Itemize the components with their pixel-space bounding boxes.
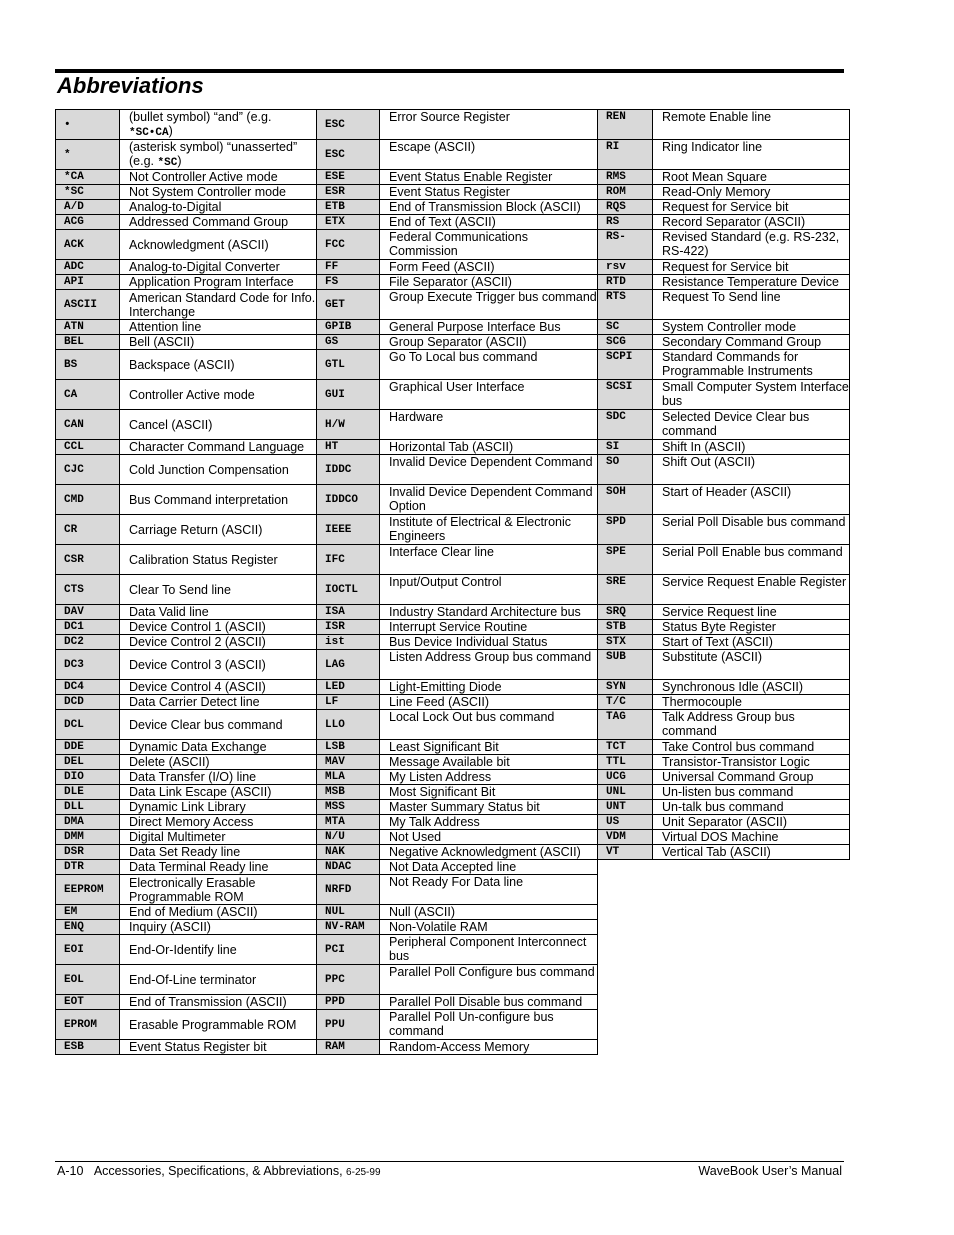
abbr-description: Application Program Interface: [119, 274, 317, 290]
abbr-code: GTL: [316, 349, 380, 380]
abbr-description: Cold Junction Compensation: [119, 454, 317, 485]
abbr-description: Data Set Ready line: [119, 844, 317, 860]
abbr-description: Peripheral Component Interconnect bus: [379, 934, 598, 965]
abbr-code: GS: [316, 334, 380, 350]
abbr-description: Event Status Register: [379, 184, 598, 200]
abbr-description: My Listen Address: [379, 769, 598, 785]
abbr-code: ACG: [55, 214, 120, 230]
abbr-code: US: [597, 814, 653, 830]
abbr-code: GPIB: [316, 319, 380, 335]
abbr-code: DC4: [55, 679, 120, 695]
abbr-description: Talk Address Group bus command: [652, 709, 850, 740]
abbr-description: Universal Command Group: [652, 769, 850, 785]
abbr-code: NV-RAM: [316, 919, 380, 935]
abbr-description: Event Status Enable Register: [379, 169, 598, 185]
abbr-code: CR: [55, 514, 120, 545]
abbr-description: Parallel Poll Configure bus command: [379, 964, 598, 995]
abbr-description: Data Transfer (I/O) line: [119, 769, 317, 785]
footer-date: 6-25-99: [346, 1167, 381, 1178]
abbr-description: Ring Indicator line: [652, 139, 850, 170]
abbr-code: MTA: [316, 814, 380, 830]
abbr-code: RS-: [597, 229, 653, 260]
abbr-code: SCSI: [597, 379, 653, 410]
abbr-description: Not Data Accepted line: [379, 859, 598, 875]
page-title: Abbreviations: [57, 73, 204, 98]
abbr-description: Group Separator (ASCII): [379, 334, 598, 350]
abbr-description: Attention line: [119, 319, 317, 335]
abbr-code: DCD: [55, 694, 120, 710]
abbr-description: Request for Service bit: [652, 259, 850, 275]
abbr-description: System Controller mode: [652, 319, 850, 335]
abbr-description: Device Control 1 (ASCII): [119, 619, 317, 635]
abbr-description: Null (ASCII): [379, 904, 598, 920]
abbr-description: Error Source Register: [379, 109, 598, 140]
abbr-description: Direct Memory Access: [119, 814, 317, 830]
abbr-code: BEL: [55, 334, 120, 350]
abbr-description: Data Valid line: [119, 604, 317, 620]
abbr-description: Service Request line: [652, 604, 850, 620]
abbr-code: IDDCO: [316, 484, 380, 515]
abbr-description: Revised Standard (e.g. RS-232, RS-422): [652, 229, 850, 260]
abbr-description: Interrupt Service Routine: [379, 619, 598, 635]
abbr-code: H/W: [316, 409, 380, 440]
abbr-code: PPU: [316, 1009, 380, 1040]
abbr-description: Event Status Register bit: [119, 1039, 317, 1055]
abbr-code: *: [55, 139, 120, 170]
abbr-description: Most Significant Bit: [379, 784, 598, 800]
abbr-description: Device Control 2 (ASCII): [119, 634, 317, 650]
abbr-code: IDDC: [316, 454, 380, 485]
abbr-description: Thermocouple: [652, 694, 850, 710]
abbr-code: NAK: [316, 844, 380, 860]
abbr-code: FCC: [316, 229, 380, 260]
abbr-code: DLE: [55, 784, 120, 800]
abbr-description: Interface Clear line: [379, 544, 598, 575]
abbr-description: General Purpose Interface Bus: [379, 319, 598, 335]
abbr-code: SPD: [597, 514, 653, 545]
abbr-description: Listen Address Group bus command: [379, 649, 598, 680]
abbr-description: Substitute (ASCII): [652, 649, 850, 680]
abbr-description: Inquiry (ASCII): [119, 919, 317, 935]
abbr-code: CJC: [55, 454, 120, 485]
abbr-code: MLA: [316, 769, 380, 785]
abbr-description: Serial Poll Enable bus command: [652, 544, 850, 575]
abbr-code: LLO: [316, 709, 380, 740]
abbr-code: RS: [597, 214, 653, 230]
abbr-description: Graphical User Interface: [379, 379, 598, 410]
abbr-code: DDE: [55, 739, 120, 755]
abbr-description: Group Execute Trigger bus command: [379, 289, 598, 320]
abbr-description: Start of Text (ASCII): [652, 634, 850, 650]
abbr-description: Addressed Command Group: [119, 214, 317, 230]
abbr-code: UNT: [597, 799, 653, 815]
abbr-description: Input/Output Control: [379, 574, 598, 605]
abbr-code: API: [55, 274, 120, 290]
abbr-code: •: [55, 109, 120, 140]
abbr-description: Message Available bit: [379, 754, 598, 770]
abbr-description: (bullet symbol) “and” (e.g. *SC•CA): [119, 109, 317, 140]
abbr-description: Device Control 3 (ASCII): [119, 649, 317, 680]
abbr-code: STX: [597, 634, 653, 650]
abbr-code: *SC: [55, 184, 120, 200]
abbr-description: End of Text (ASCII): [379, 214, 598, 230]
abbr-description: Vertical Tab (ASCII): [652, 844, 850, 860]
abbr-code: DMM: [55, 829, 120, 845]
abbr-description: Start of Header (ASCII): [652, 484, 850, 515]
abbr-code: MSS: [316, 799, 380, 815]
abbr-code: TCT: [597, 739, 653, 755]
abbr-description: Horizontal Tab (ASCII): [379, 439, 598, 455]
abbr-description: Request for Service bit: [652, 199, 850, 215]
abbr-code: DC1: [55, 619, 120, 635]
abbr-description: Least Significant Bit: [379, 739, 598, 755]
abbr-code: RI: [597, 139, 653, 170]
abbr-code: LSB: [316, 739, 380, 755]
abbr-description: Hardware: [379, 409, 598, 440]
abbr-code: NRFD: [316, 874, 380, 905]
abbr-code: EOT: [55, 994, 120, 1010]
abbr-code: BS: [55, 349, 120, 380]
footer-left: [57, 1164, 381, 1178]
abbr-code: ESC: [316, 109, 380, 140]
abbr-code: NUL: [316, 904, 380, 920]
abbr-code: ASCII: [55, 289, 120, 320]
abbr-code: ESE: [316, 169, 380, 185]
abbr-description: End-Of-Line terminator: [119, 964, 317, 995]
abbr-code: ist: [316, 634, 380, 650]
abbr-code: DCL: [55, 709, 120, 740]
abbr-description: Negative Acknowledgment (ASCII): [379, 844, 598, 860]
abbr-code: DLL: [55, 799, 120, 815]
abbr-description: Root Mean Square: [652, 169, 850, 185]
abbr-code: CTS: [55, 574, 120, 605]
abbr-description: Status Byte Register: [652, 619, 850, 635]
abbr-description: Federal Communications Commission: [379, 229, 598, 260]
abbr-description: Clear To Send line: [119, 574, 317, 605]
abbr-code: EOI: [55, 934, 120, 965]
abbr-description: Go To Local bus command: [379, 349, 598, 380]
abbr-description: Cancel (ASCII): [119, 409, 317, 440]
abbr-description: Character Command Language: [119, 439, 317, 455]
abbr-description: Form Feed (ASCII): [379, 259, 598, 275]
abbr-description: Analog-to-Digital: [119, 199, 317, 215]
abbr-code: ESC: [316, 139, 380, 170]
abbr-description: End of Medium (ASCII): [119, 904, 317, 920]
abbr-description: Resistance Temperature Device: [652, 274, 850, 290]
abbr-description: Delete (ASCII): [119, 754, 317, 770]
abbr-code: SUB: [597, 649, 653, 680]
abbr-code: EOL: [55, 964, 120, 995]
abbr-description: Device Control 4 (ASCII): [119, 679, 317, 695]
abbr-description: Line Feed (ASCII): [379, 694, 598, 710]
abbr-code: SCG: [597, 334, 653, 350]
abbr-code: ENQ: [55, 919, 120, 935]
abbr-description: Bus Device Individual Status: [379, 634, 598, 650]
abbr-code: SOH: [597, 484, 653, 515]
abbr-code: PCI: [316, 934, 380, 965]
abbr-code: DIO: [55, 769, 120, 785]
abbr-description: Not System Controller mode: [119, 184, 317, 200]
abbr-code: DAV: [55, 604, 120, 620]
abbr-code: GUI: [316, 379, 380, 410]
abbr-code: *CA: [55, 169, 120, 185]
abbr-description: Controller Active mode: [119, 379, 317, 410]
abbr-code: TAG: [597, 709, 653, 740]
abbr-code: DC3: [55, 649, 120, 680]
abbr-code: N/U: [316, 829, 380, 845]
abbr-code: SRQ: [597, 604, 653, 620]
abbr-code: ROM: [597, 184, 653, 200]
abbr-code: SI: [597, 439, 653, 455]
abbr-code: CA: [55, 379, 120, 410]
abbr-code: SDC: [597, 409, 653, 440]
abbr-code: SC: [597, 319, 653, 335]
abbr-description: Not Ready For Data line: [379, 874, 598, 905]
abbr-description: Industry Standard Architecture bus: [379, 604, 598, 620]
abbr-code: SRE: [597, 574, 653, 605]
abbr-code: ISR: [316, 619, 380, 635]
abbr-description: Electronically Erasable Programmable ROM: [119, 874, 317, 905]
abbr-code: RTS: [597, 289, 653, 320]
abbr-description: Secondary Command Group: [652, 334, 850, 350]
abbr-code: LED: [316, 679, 380, 695]
abbr-code: T/C: [597, 694, 653, 710]
abbr-code: DEL: [55, 754, 120, 770]
abbr-description: Shift Out (ASCII): [652, 454, 850, 485]
abbr-code: NDAC: [316, 859, 380, 875]
abbr-code: VDM: [597, 829, 653, 845]
abbr-code: UNL: [597, 784, 653, 800]
footer-rule: [55, 1161, 844, 1162]
abbr-code: ATN: [55, 319, 120, 335]
abbr-code: CAN: [55, 409, 120, 440]
abbr-description: Analog-to-Digital Converter: [119, 259, 317, 275]
abbr-code: EM: [55, 904, 120, 920]
abbr-code: CSR: [55, 544, 120, 575]
abbr-description: Selected Device Clear bus command: [652, 409, 850, 440]
abbr-description: Virtual DOS Machine: [652, 829, 850, 845]
abbr-description: Record Separator (ASCII): [652, 214, 850, 230]
abbr-description: Data Link Escape (ASCII): [119, 784, 317, 800]
abbr-description: Non-Volatile RAM: [379, 919, 598, 935]
abbr-description: American Standard Code for Info. Interchange: [119, 289, 317, 320]
abbr-description: Un-talk bus command: [652, 799, 850, 815]
abbr-description: Request To Send line: [652, 289, 850, 320]
abbr-code: GET: [316, 289, 380, 320]
abbr-code: REN: [597, 109, 653, 140]
abbr-description: Erasable Programmable ROM: [119, 1009, 317, 1040]
abbr-description: Data Carrier Detect line: [119, 694, 317, 710]
abbr-code: DC2: [55, 634, 120, 650]
abbr-code: ESB: [55, 1039, 120, 1055]
abbr-code: RTD: [597, 274, 653, 290]
abbr-description: Parallel Poll Un-configure bus command: [379, 1009, 598, 1040]
abbr-code: FF: [316, 259, 380, 275]
abbr-description: File Separator (ASCII): [379, 274, 598, 290]
abbr-description: Unit Separator (ASCII): [652, 814, 850, 830]
abbr-code: TTL: [597, 754, 653, 770]
abbr-description: End of Transmission (ASCII): [119, 994, 317, 1010]
abbr-description: Invalid Device Dependent Command: [379, 454, 598, 485]
abbr-description: Service Request Enable Register: [652, 574, 850, 605]
abbr-code: CMD: [55, 484, 120, 515]
footer-manual: WaveBook User’s Manual: [698, 1164, 842, 1178]
abbr-description: Take Control bus command: [652, 739, 850, 755]
abbr-code: DSR: [55, 844, 120, 860]
abbr-description: Bell (ASCII): [119, 334, 317, 350]
abbr-code: RQS: [597, 199, 653, 215]
abbr-description: Parallel Poll Disable bus command: [379, 994, 598, 1010]
abbr-code: rsv: [597, 259, 653, 275]
abbr-description: Not Used: [379, 829, 598, 845]
abbr-description: My Talk Address: [379, 814, 598, 830]
abbr-code: SYN: [597, 679, 653, 695]
abbr-description: Standard Commands for Programmable Instruments: [652, 349, 850, 380]
abbr-description: Random-Access Memory: [379, 1039, 598, 1055]
abbr-description: Calibration Status Register: [119, 544, 317, 575]
abbr-code: ADC: [55, 259, 120, 275]
abbr-description: Carriage Return (ASCII): [119, 514, 317, 545]
footer-page: A-10: [57, 1164, 84, 1178]
abbr-code: IOCTL: [316, 574, 380, 605]
abbr-description: Not Controller Active mode: [119, 169, 317, 185]
abbr-description: Light-Emitting Diode: [379, 679, 598, 695]
abbr-description: Read-Only Memory: [652, 184, 850, 200]
abbr-code: ETX: [316, 214, 380, 230]
abbr-description: Dynamic Data Exchange: [119, 739, 317, 755]
abbr-description: Remote Enable line: [652, 109, 850, 140]
abbr-code: MSB: [316, 784, 380, 800]
abbr-description: Dynamic Link Library: [119, 799, 317, 815]
abbr-description: (asterisk symbol) “unasserted” (e.g. *SC): [119, 139, 317, 170]
abbr-description: Bus Command interpretation: [119, 484, 317, 515]
abbr-description: Escape (ASCII): [379, 139, 598, 170]
abbr-code: CCL: [55, 439, 120, 455]
abbr-code: DTR: [55, 859, 120, 875]
abbr-code: IEEE: [316, 514, 380, 545]
abbr-description: Un-listen bus command: [652, 784, 850, 800]
abbr-code: FS: [316, 274, 380, 290]
abbr-code: IFC: [316, 544, 380, 575]
abbr-description: Acknowledgment (ASCII): [119, 229, 317, 260]
abbr-code: ISA: [316, 604, 380, 620]
abbr-description: End-Or-Identify line: [119, 934, 317, 965]
abbr-description: Small Computer System Interface bus: [652, 379, 850, 410]
abbr-code: SO: [597, 454, 653, 485]
abbr-description: Local Lock Out bus command: [379, 709, 598, 740]
abbr-code: VT: [597, 844, 653, 860]
abbr-code: RMS: [597, 169, 653, 185]
abbr-description: Device Clear bus command: [119, 709, 317, 740]
footer-section: Accessories, Specifications, & Abbreviations,: [93, 1164, 343, 1178]
abbr-code: ACK: [55, 229, 120, 260]
abbr-code: UCG: [597, 769, 653, 785]
abbr-code: ESR: [316, 184, 380, 200]
abbr-code: PPD: [316, 994, 380, 1010]
abbr-description: Transistor-Transistor Logic: [652, 754, 850, 770]
abbr-description: Backspace (ASCII): [119, 349, 317, 380]
abbr-description: Institute of Electrical & Electronic Engineers: [379, 514, 598, 545]
abbr-code: SCPI: [597, 349, 653, 380]
abbr-code: MAV: [316, 754, 380, 770]
abbr-code: STB: [597, 619, 653, 635]
abbr-code: EPROM: [55, 1009, 120, 1040]
abbr-description: Master Summary Status bit: [379, 799, 598, 815]
abbr-description: Synchronous Idle (ASCII): [652, 679, 850, 695]
abbr-code: A/D: [55, 199, 120, 215]
abbr-code: LAG: [316, 649, 380, 680]
abbr-code: LF: [316, 694, 380, 710]
abbr-code: DMA: [55, 814, 120, 830]
abbr-description: Invalid Device Dependent Command Option: [379, 484, 598, 515]
abbr-code: PPC: [316, 964, 380, 995]
abbr-code: ETB: [316, 199, 380, 215]
abbr-description: Shift In (ASCII): [652, 439, 850, 455]
abbr-description: End of Transmission Block (ASCII): [379, 199, 598, 215]
abbr-description: Serial Poll Disable bus command: [652, 514, 850, 545]
abbr-code: EEPROM: [55, 874, 120, 905]
abbr-code: RAM: [316, 1039, 380, 1055]
abbr-description: Digital Multimeter: [119, 829, 317, 845]
abbr-code: SPE: [597, 544, 653, 575]
abbr-description: Data Terminal Ready line: [119, 859, 317, 875]
abbr-code: HT: [316, 439, 380, 455]
